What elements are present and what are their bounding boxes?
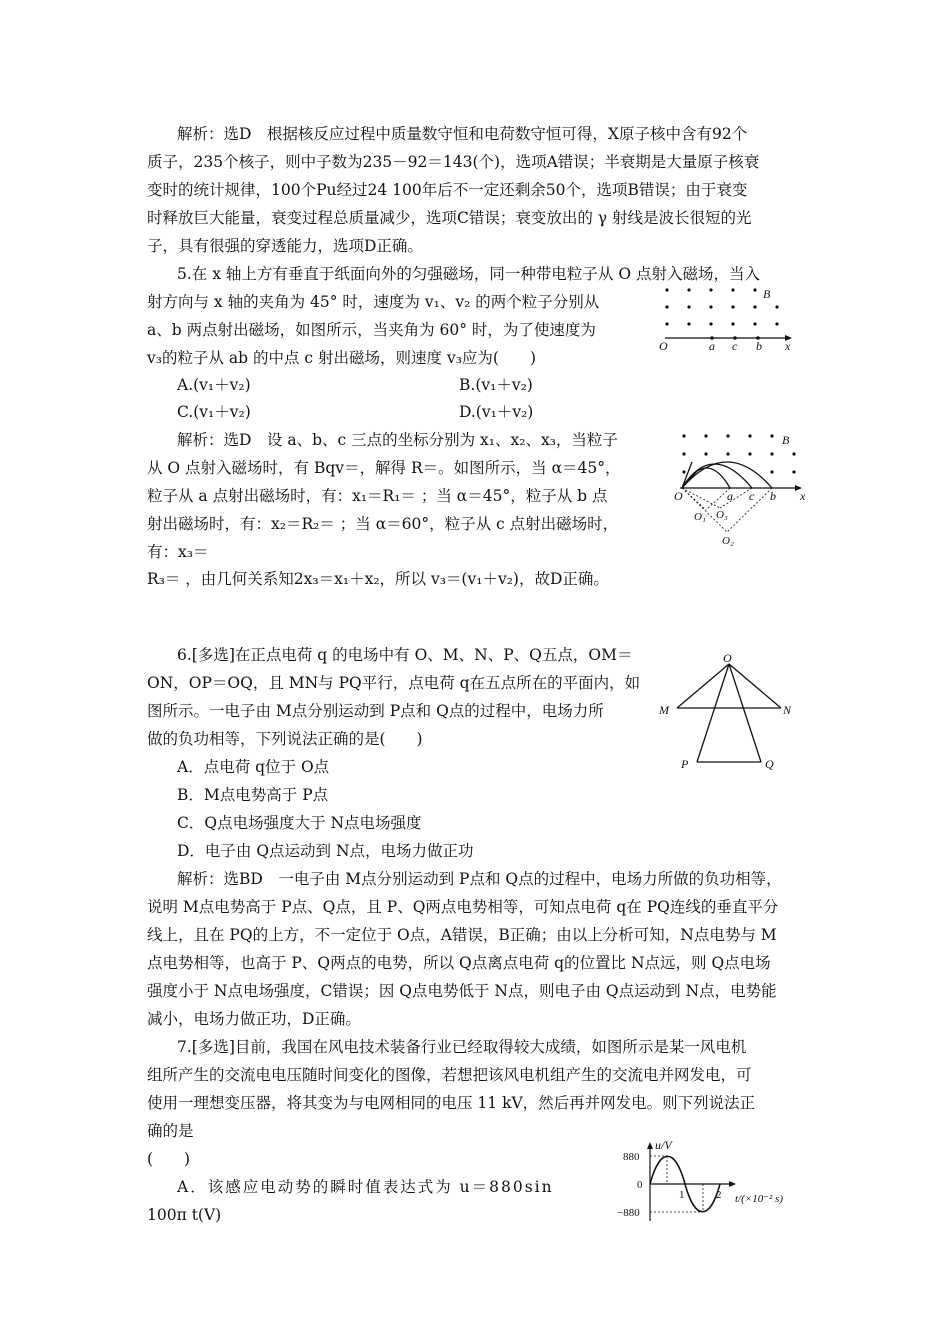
q7-stem-line: 7.[多选]目前，我国在风电技术装备行业已经取得较大成绩，如图所示是某一风电机 (177, 1038, 747, 1056)
q5-analysis-line: 射出磁场时，有：x₂＝R₂＝ ；当 α＝60°，粒子从 c 点射出磁场时， (147, 515, 619, 533)
svg-text:880: 880 (623, 1151, 640, 1163)
svg-text:M: M (659, 703, 669, 717)
q4-analysis-line: 时释放巨大能量，衰变过程总质量减少，选项C错误；衰变放出的 γ 射线是波长很短的光 (147, 209, 752, 227)
svg-text:B: B (763, 287, 771, 301)
q7-stem-line: 使用一理想变压器，将其变为与电网相同的电压 11 kV，然后再并网发电。则下列说法正 (147, 1094, 756, 1112)
svg-text:Q: Q (765, 757, 774, 771)
field-dots (665, 288, 778, 325)
svg-text:2: 2 (716, 1189, 722, 1201)
q6-option-b: B．M点电势高于 P点 (177, 786, 329, 804)
svg-text:x: x (800, 489, 806, 503)
q6-triangle-figure (655, 652, 805, 777)
q5-analysis-line: R₃＝ ，由几何关系知2x₃＝x₁＋x₂，所以 v₃＝(v₁＋v₂)，故D正确。 (147, 570, 609, 588)
svg-text:0: 0 (637, 1179, 643, 1191)
q5-trajectory-figure (672, 428, 812, 548)
q7-stem-line: ( ) (147, 1150, 191, 1168)
q5-analysis-line: 粒子从 a 点射出磁场时，有：x₁＝R₁＝ ；当 α＝45°，粒子从 b 点 (147, 487, 608, 505)
q5-stem-line: v₃的粒子从 ab 的中点 c 射出磁场，则速度 v₃应为( ) (147, 349, 537, 367)
q7-stem-line: 组所产生的交流电电压随时间变化的图像，若想把该风电机组产生的交流电并网发电，可 (147, 1066, 752, 1084)
q7-option-a-cont: 100π t(V) (147, 1206, 222, 1224)
q6-option-c: C．Q点电场强度大于 N点电场强度 (177, 814, 422, 832)
q6-analysis-line: 点电势相等，也高于 P、Q两点的电势，所以 Q点离点电荷 q的位置比 N点远，则 Q点电场 (147, 954, 771, 972)
svg-text:x: x (785, 339, 791, 352)
svg-text:t/(×10⁻² s): t/(×10⁻² s) (735, 1193, 783, 1205)
q6-analysis-line: 说明 M点电势高于 P点、Q点，且 P、Q两点电势相等，可知点电荷 q在 PQ连线的垂直平分 (147, 898, 779, 916)
q6-option-a: A．点电荷 q位于 O点 (177, 758, 330, 776)
svg-text:P: P (681, 757, 689, 771)
svg-text:c: c (732, 339, 738, 352)
q5-field-figure (655, 282, 805, 352)
arrow-icon (729, 1181, 736, 1187)
q5-option-c: C.(v₁＋v₂) (177, 403, 251, 421)
svg-text:u/V: u/V (655, 1138, 672, 1152)
svg-text:B: B (782, 433, 790, 447)
q5-option-a: A.(v₁＋v₂) (177, 376, 251, 394)
q4-analysis-line: 变时的统计规律，100个Pu经过24 100年后不一定还剩余50个，选项B错误；由于衰变 (147, 181, 748, 199)
svg-text:O₁: O₁ (694, 511, 706, 523)
arrow-icon (647, 1142, 653, 1149)
svg-text:a: a (727, 489, 733, 503)
q5-stem-line: 射方向与 x 轴的夹角为 45° 时，速度为 v₁、v₂ 的两个粒子分别从 (147, 293, 600, 311)
svg-text:−880: −880 (617, 1207, 640, 1219)
q5-option-b: B.(v₁＋v₂) (459, 376, 533, 394)
q4-analysis-line: 质子，235个核子，则中子数为235－92＝143(个)，选项A错误；半衰期是大量原子核衰 (147, 153, 760, 171)
svg-text:a: a (709, 339, 715, 352)
svg-text:N: N (783, 703, 792, 717)
q6-stem-line: 6.[多选]在正点电荷 q 的电场中有 O、M、N、P、Q五点，OM＝ (177, 646, 633, 664)
q5-analysis-line: 解析：选D 设 a、b、c 三点的坐标分别为 x₁、x₂、x₃，当粒子 (177, 431, 618, 449)
q6-stem-line: ON，OP＝OQ，且 MN与 PQ平行，点电荷 q在五点所在的平面内，如 (147, 674, 641, 692)
q5-analysis-line: 有：x₃＝ (147, 543, 209, 561)
q7-stem-line: 确的是 (147, 1122, 194, 1140)
q7-voltage-graph (615, 1137, 815, 1227)
q6-analysis-line: 线上，且在 PQ的上方，不一定位于 O点，A错误，B正确；由以上分析可知，N点电势与 M (147, 926, 777, 944)
svg-text:O: O (674, 489, 683, 503)
q4-analysis-line: 解析：选D 根据核反应过程中质量数守恒和电荷数守恒可得，X原子核中含有92个 (177, 125, 748, 143)
q7-option-a: A．该感应电动势的瞬时值表达式为 u＝880sin (177, 1178, 554, 1196)
q5-stem-line: a、b 两点射出磁场，如图所示，当夹角为 60° 时，为了使速度为 (147, 321, 596, 339)
q6-analysis-line: 强度小于 N点电场强度，C错误；因 Q点电势低于 N点，则电子由 Q点运动到 N点，电势能 (147, 982, 777, 1000)
q5-option-d: D.(v₁＋v₂) (459, 403, 534, 421)
q6-analysis-line: 解析：选BD 一电子由 M点分别运动到 P点和 Q点的过程中，电场力所做的负功相等， (177, 870, 782, 888)
svg-text:1: 1 (679, 1189, 685, 1201)
svg-text:b: b (770, 489, 776, 503)
q4-analysis-line: 子，具有很强的穿透能力，选项D正确。 (147, 237, 423, 255)
q6-stem-line: 图所示。一电子由 M点分别运动到 P点和 Q点的过程中，电场力所 (147, 702, 604, 720)
q6-stem-line: 做的负功相等，下列说法正确的是( ) (147, 730, 423, 748)
svg-text:b: b (756, 339, 762, 352)
svg-text:O₃: O₃ (716, 509, 728, 521)
svg-text:c: c (749, 489, 755, 503)
q6-option-d: D．电子由 Q点运动到 N点，电场力做正功 (177, 842, 474, 860)
q5-analysis-line: 从 O 点射入磁场时，有 Bqv＝，解得 R＝。如图所示，当 α＝45°， (147, 459, 621, 477)
svg-text:O: O (659, 339, 668, 352)
svg-text:O₂: O₂ (722, 535, 734, 547)
q6-analysis-line: 减小，电场力做正功，D正确。 (147, 1010, 361, 1028)
q5-stem-line: 5.在 x 轴上方有垂直于纸面向外的匀强磁场，同一种带电粒子从 O 点射入磁场，当入 (177, 265, 760, 283)
svg-text:O: O (723, 652, 732, 665)
